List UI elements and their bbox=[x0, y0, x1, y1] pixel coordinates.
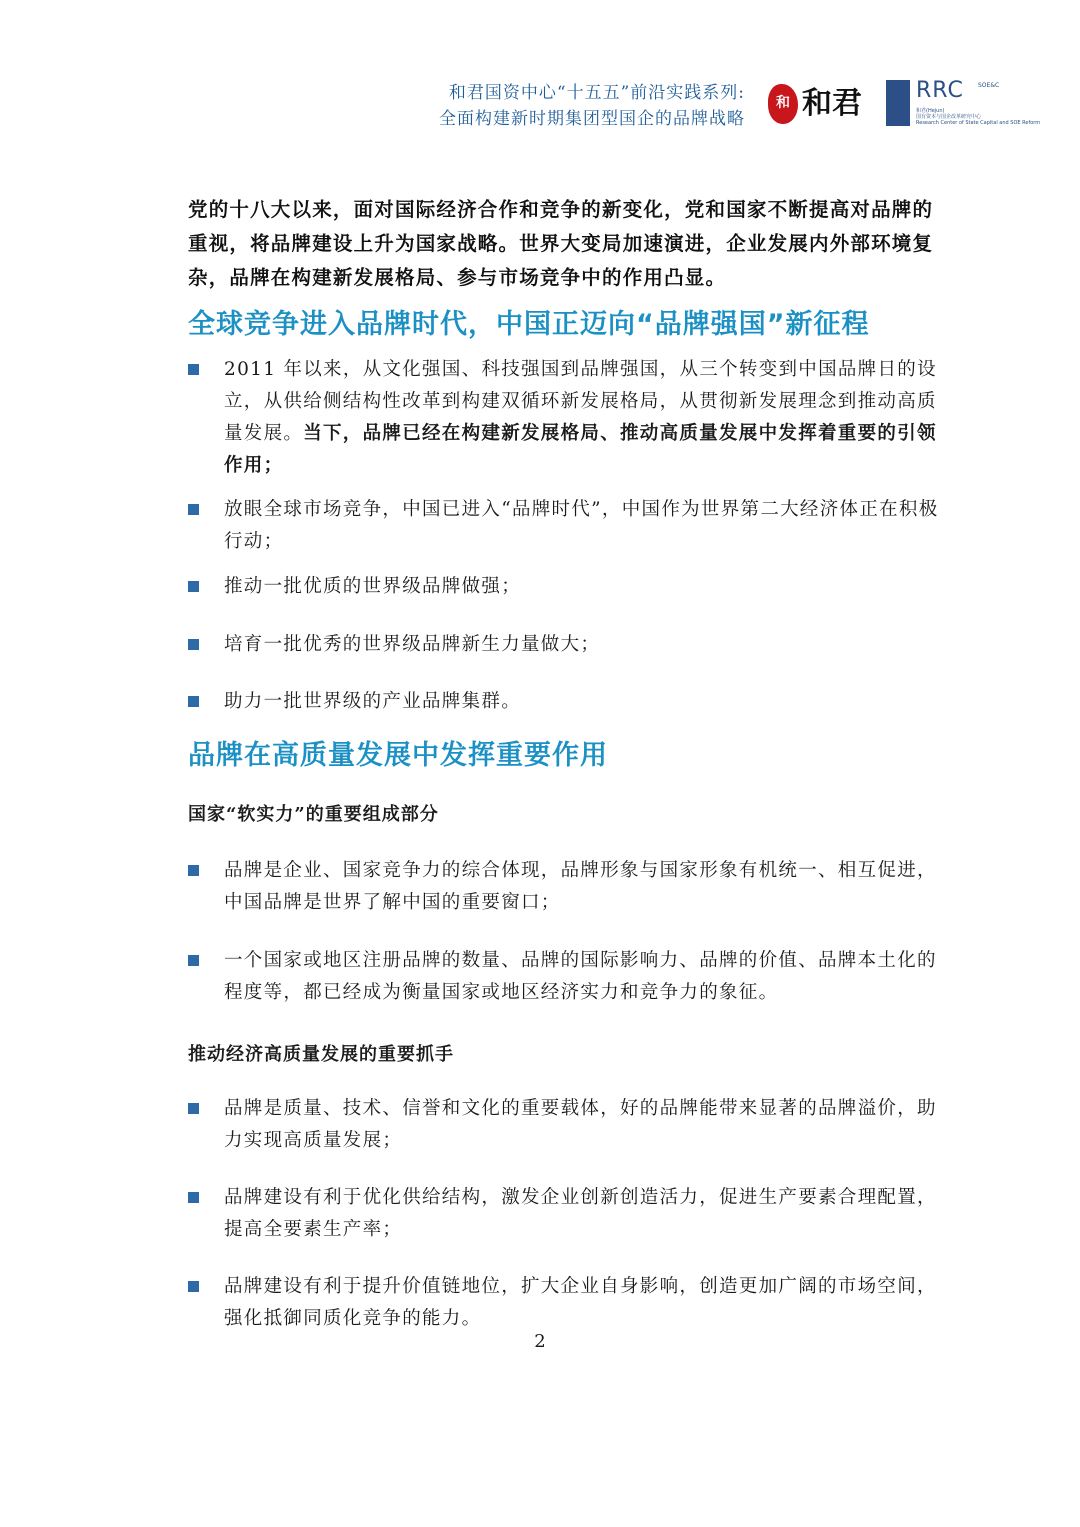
hejun-logo-text: 和君 bbox=[802, 86, 862, 121]
bullet-square-icon bbox=[188, 504, 199, 515]
bullet-square-icon bbox=[188, 581, 199, 592]
bullet-text: 推动一批优质的世界级品牌做强； bbox=[224, 576, 522, 597]
list-item bbox=[188, 494, 944, 558]
bullet-square-icon bbox=[188, 1281, 199, 1292]
section-2-title: 品牌在高质量发展中发挥重要作用 bbox=[188, 740, 608, 771]
rrc-logo-subtitle bbox=[916, 108, 1041, 126]
bullet-square-icon bbox=[188, 364, 199, 375]
subsection-1-heading: 国家“软实力”的重要组成部分 bbox=[188, 804, 439, 825]
bullet-square-icon bbox=[188, 639, 199, 650]
rrc-subtitle-2: 国有资本与国企改革研究中心 bbox=[916, 114, 982, 120]
list-item bbox=[188, 1271, 944, 1335]
list-item bbox=[188, 855, 944, 919]
bullet-text: 品牌建设有利于提升价值链地位，扩大企业自身影响，创造更加广阔的市场空间，强化抵御同质化竞争的能力。 bbox=[224, 1276, 937, 1329]
bullet-square-icon bbox=[188, 955, 199, 966]
bullet-text: 品牌是质量、技术、信誉和文化的重要载体，好的品牌能带来显著的品牌溢价，助力实现高质量发展； bbox=[224, 1098, 937, 1151]
intro-paragraph: 党的十八大以来，面对国际经济合作和竞争的新变化，党和国家不断提高对品牌的重视，将品牌建设上升为国家战略。世界大变局加速演进，企业发展内外部环境复杂，品牌在构建新发展格局、参与市场竞争中的作用凸显。 bbox=[188, 198, 934, 289]
page-number: 2 bbox=[534, 1331, 546, 1352]
hejun-logo bbox=[768, 80, 873, 128]
subsection-2-heading: 推动经济高质量发展的重要抓手 bbox=[188, 1044, 454, 1065]
bullet-text: 品牌建设有利于优化供给结构，激发企业创新创造活力，促进生产要素合理配置，提高全要素生产率； bbox=[224, 1187, 937, 1240]
bullet-square-icon bbox=[188, 865, 199, 876]
rrc-logo bbox=[886, 78, 1041, 126]
list-item bbox=[188, 571, 944, 603]
rrc-logo-sup: SOE&C bbox=[978, 82, 1000, 89]
rrc-logo-text: RRC bbox=[916, 78, 964, 103]
rrc-logo-bar bbox=[886, 80, 910, 126]
section-1-title: 全球竞争进入品牌时代，中国正迈向“品牌强国”新征程 bbox=[188, 309, 870, 340]
bullet-square-icon bbox=[188, 1192, 199, 1203]
list-item bbox=[188, 354, 944, 482]
bullet-bold-text: 当下，品牌已经在构建新发展格局、推动高质量发展中发挥着重要的引领作用； bbox=[224, 423, 937, 476]
bullet-text: 助力一批世界级的产业品牌集群。 bbox=[224, 691, 522, 712]
header-line-1: 和君国资中心“十五五”前沿实践系列: bbox=[448, 83, 745, 103]
list-item bbox=[188, 945, 944, 1009]
report-series-header bbox=[325, 80, 745, 132]
list-item bbox=[188, 1182, 944, 1246]
bullet-text: 放眼全球市场竞争，中国已进入“品牌时代”，中国作为世界第二大经济体正在积极行动； bbox=[224, 499, 939, 552]
bullet-square-icon bbox=[188, 1103, 199, 1114]
list-item bbox=[188, 629, 944, 661]
header-line-2: 全面构建新时期集团型国企的品牌战略 bbox=[439, 109, 745, 129]
bullet-text: 2011 年以来，从文化强国、科技强国到品牌强国，从三个转变到中国品牌日的设立，从供给侧结构性改革到构建双循环新发展格局，从贯彻新发展理念到推动高质量发展。 bbox=[224, 359, 937, 444]
hejun-seal-icon: 和 bbox=[768, 84, 798, 124]
list-item bbox=[188, 686, 944, 718]
bullet-text: 一个国家或地区注册品牌的数量、品牌的国际影响力、品牌的价值、品牌本土化的程度等，都已经成为衡量国家或地区经济实力和竞争力的象征。 bbox=[224, 950, 937, 1003]
bullet-text: 品牌是企业、国家竞争力的综合体现，品牌形象与国家形象有机统一、相互促进，中国品牌是世界了解中国的重要窗口； bbox=[224, 860, 937, 913]
rrc-subtitle-1: 和君(Hejun) bbox=[916, 108, 945, 114]
bullet-text: 培育一批优秀的世界级品牌新生力量做大； bbox=[224, 634, 601, 655]
rrc-subtitle-3: Research Center of State Capital and SOE Reform bbox=[916, 120, 1041, 126]
bullet-square-icon bbox=[188, 696, 199, 707]
list-item bbox=[188, 1093, 944, 1157]
